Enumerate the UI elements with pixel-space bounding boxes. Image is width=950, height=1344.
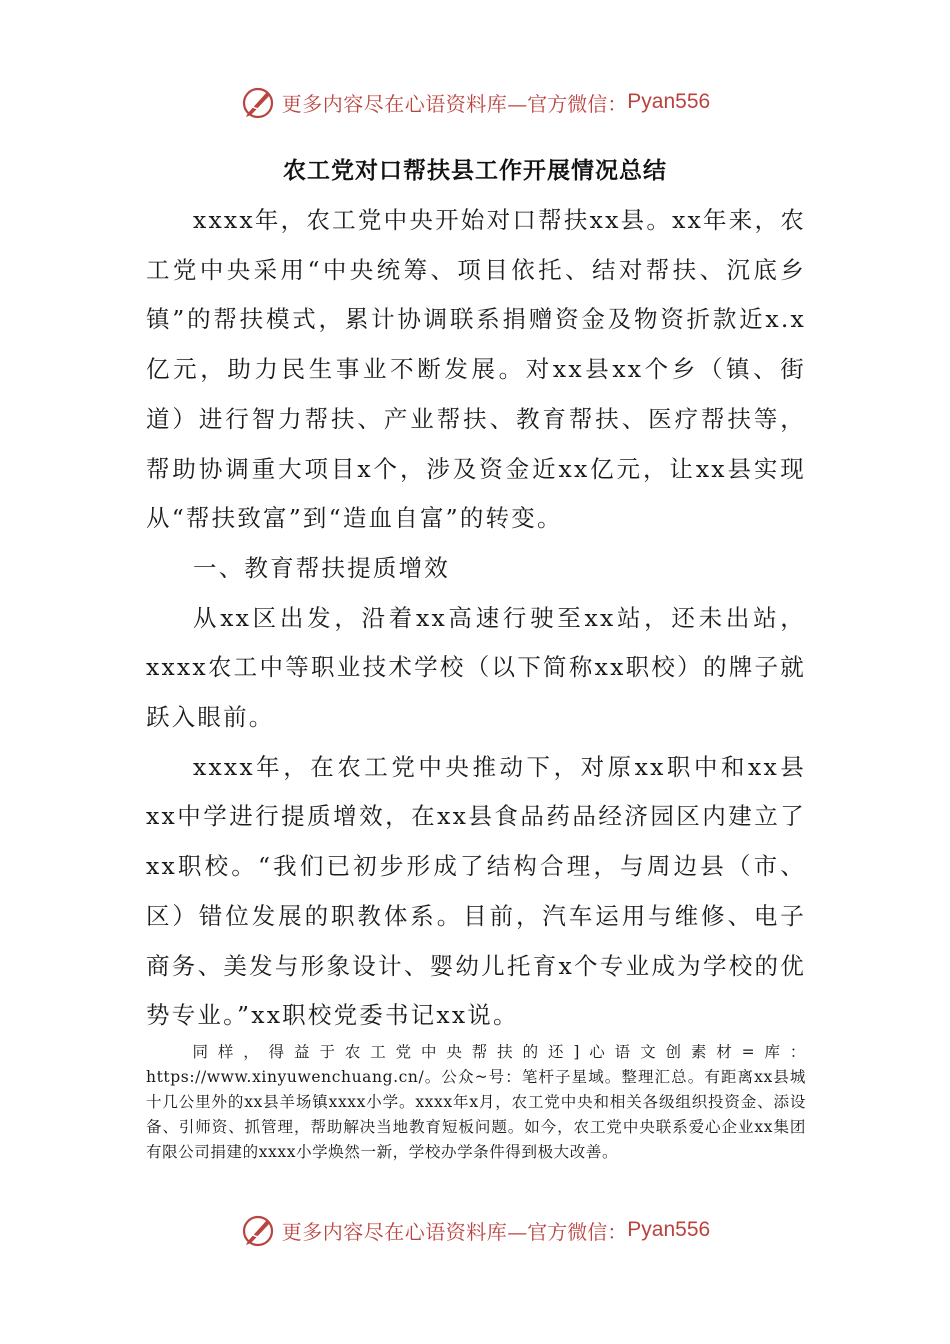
footnote-paragraph: 同样，得益于农工党中央帮扶的还]心语文创素材=库：https://www.xinyuwenchuang.cn/。公众~号：笔杆子星域。整理汇总。有距离xx县城十几公里外的xx县羊场镇xxxx小学。xxxx年x月，农工党中央和相关各级组织投资金、添设备、引师资、抓管理，帮助解决当地教育短板问题。如今，农工党中央联系爱心企业xx集团有限公司捐建的xxxx小学焕然一新，学校办学条件得到极大改善。 [146,1043,806,1161]
banner-title: 更多内容尽在心语资料库 [281,1219,508,1244]
paragraph: xxxx年，在农工党中央推动下，对原xx职中和xx县xx中学进行提质增效，在xx县食品药品经济园区内建立了xx职校。“我们已初步形成了结构合理，与周边县（市、区）错位发展的职教体系。目前，汽车运用与维修、电子商务、美发与形象设计、婴幼儿托育x个专业成为学校的优势专业。”xx职校党委书记xx说。 [146,752,806,1030]
banner-suffix: —官方微信： [507,1219,628,1244]
banner-wechat-id: Pyan556 [627,1218,711,1241]
footer-banner [0,1208,950,1252]
section-heading: 一、教育帮扶提质增效 [193,553,450,582]
document-title: 农工党对口帮扶县工作开展情况总结 [283,157,667,184]
footnote-block [146,1040,806,1165]
banner-wechat-id: Pyan556 [627,90,711,113]
banner-suffix: —官方微信： [507,91,628,116]
pen-circle-logo-icon [240,84,276,120]
header-banner [0,80,950,124]
paragraph-intro: xxxx年，农工党中央开始对口帮扶xx县。xx年来，农工党中央采用“中央统筹、项目依托、结对帮扶、沉底乡镇”的帮扶模式，累计协调联系捐赠资金及物资折款近x.x亿元，助力民生事业不断发展。对xx县xx个乡（镇、街道）进行智力帮扶、产业帮扶、教育帮扶、医疗帮扶等，帮助协调重大项目x个，涉及资金近xx亿元，让xx县实现从“帮扶致富”到“造血自富”的转变。 [146,206,806,533]
paragraph: 从xx区出发，沿着xx高速行驶至xx站，还未出站，xxxx农工中等职业技术学校（以下简称xx职校）的牌子就跃入眼前。 [146,603,806,732]
banner-title: 更多内容尽在心语资料库 [281,91,508,116]
pen-circle-logo-icon [240,1212,276,1248]
document-body [146,196,806,1041]
